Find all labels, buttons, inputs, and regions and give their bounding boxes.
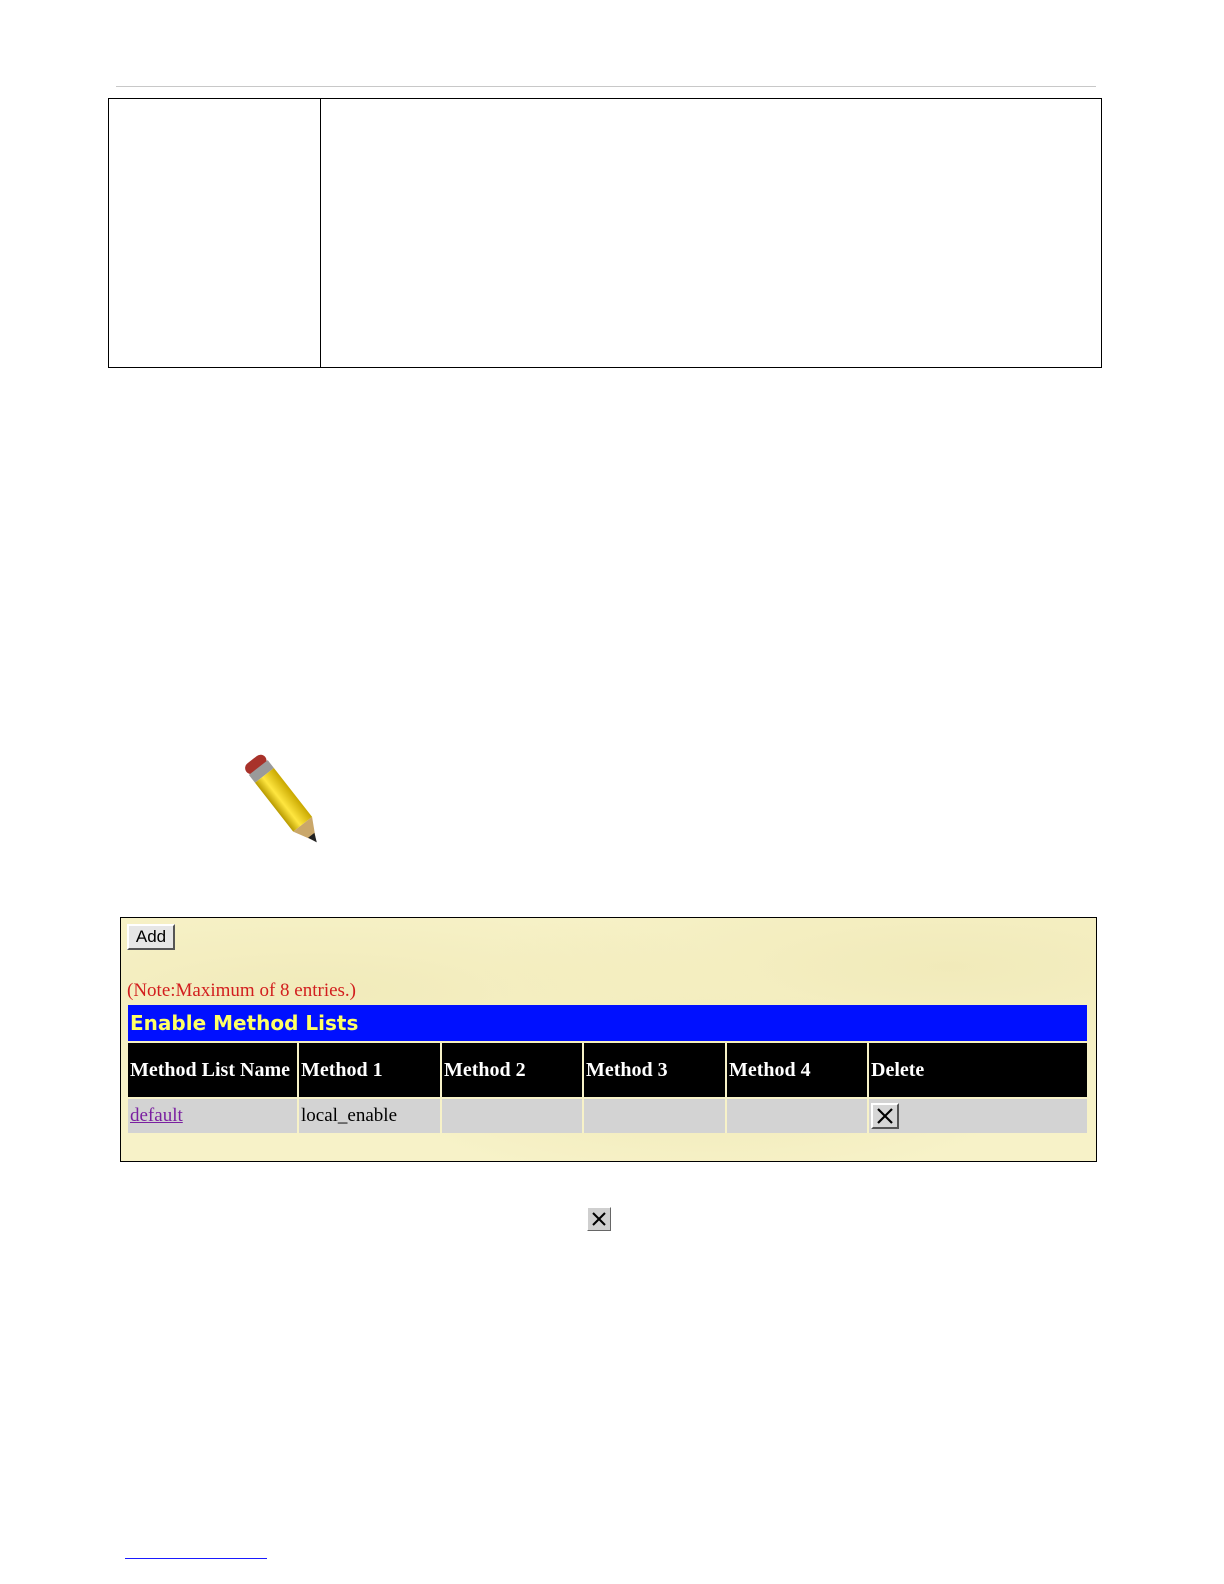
- table-row: [128, 1098, 1087, 1133]
- method-4-cell: [726, 1098, 868, 1133]
- max-entries-note: (Note:Maximum of 8 entries.): [127, 980, 357, 1001]
- column-header: Method 1: [298, 1043, 441, 1098]
- pencil-icon: [236, 744, 336, 862]
- method-3-cell: [583, 1098, 726, 1133]
- add-button[interactable]: Add: [127, 924, 175, 950]
- footer-link-underline: [125, 1558, 267, 1559]
- delete-cell: [868, 1098, 1087, 1133]
- close-icon: [876, 1107, 894, 1125]
- method-list-name-cell: [128, 1098, 298, 1133]
- close-icon: [591, 1211, 607, 1227]
- column-header: Method 3: [583, 1043, 726, 1098]
- table-header-row: [128, 1043, 1087, 1098]
- column-header: Method 4: [726, 1043, 868, 1098]
- method-2-cell: [441, 1098, 583, 1133]
- method-lists-grid: [128, 1005, 1087, 1133]
- column-header: Method 2: [441, 1043, 583, 1098]
- method-lists-table: [128, 1043, 1087, 1133]
- column-header: Delete: [868, 1043, 1087, 1098]
- description-table: [108, 98, 1102, 368]
- method-list-link[interactable]: default: [130, 1105, 183, 1126]
- enable-method-lists-panel: [120, 917, 1097, 1162]
- delete-button[interactable]: [871, 1103, 899, 1129]
- description-table-divider: [320, 99, 321, 367]
- inline-delete-icon: [587, 1207, 611, 1231]
- method-1-cell: local_enable: [298, 1098, 441, 1133]
- header-rule: [116, 86, 1096, 87]
- table-title: Enable Method Lists: [128, 1005, 1087, 1041]
- column-header: Method List Name: [128, 1043, 298, 1098]
